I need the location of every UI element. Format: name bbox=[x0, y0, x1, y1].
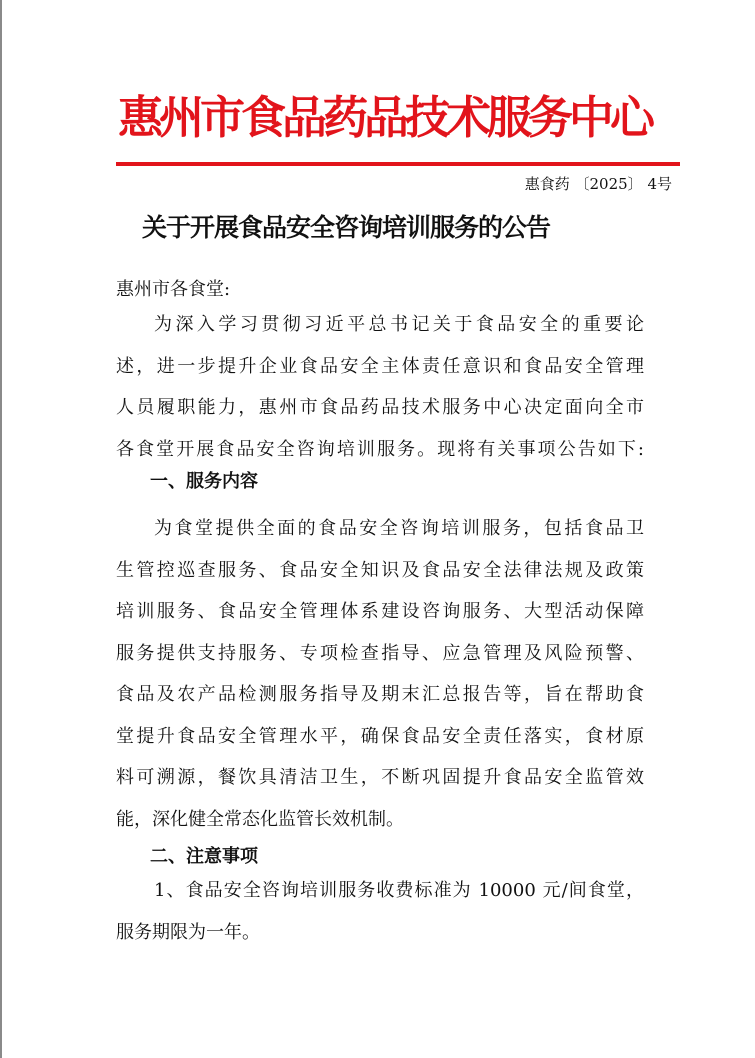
notes-paragraph bbox=[116, 870, 644, 953]
paragraph-line: 服务期限为一年。 bbox=[116, 921, 260, 943]
paragraph-line: 述，进一步提升企业食品安全主体责任意识和食品安全管理 bbox=[116, 355, 644, 377]
paragraph-line: 生管控巡查服务、食品安全知识及食品安全法律法规及政策 bbox=[116, 559, 644, 581]
paragraph-line: 各食堂开展食品安全咨询培训服务。现将有关事项公告如下: bbox=[116, 438, 644, 460]
paragraph-line: 能，深化健全常态化监管长效机制。 bbox=[116, 808, 404, 830]
paragraph-line: 料可溯源，餐饮具清洁卫生，不断巩固提升食品安全监管效 bbox=[116, 767, 644, 788]
page-left-edge bbox=[0, 0, 2, 1058]
paragraph-line: 堂提升食品安全管理水平，确保食品安全责任落实，食材原 bbox=[116, 725, 644, 747]
paragraph-line: 为食堂提供全面的食品安全咨询培训服务，包括食品卫 bbox=[154, 518, 644, 539]
service-content-paragraph bbox=[116, 508, 644, 840]
paragraph-line: 1、食品安全咨询培训服务收费标准为 10000 元/间食堂， bbox=[154, 880, 644, 901]
notice-title: 关于开展食品安全咨询培训服务的公告 bbox=[142, 213, 551, 242]
header-red-rule bbox=[116, 162, 680, 166]
paragraph-line: 食品及农产品检测服务指导及期末汇总报告等，旨在帮助食 bbox=[116, 684, 644, 705]
paragraph-line: 为深入学习贯彻习近平总书记关于食品安全的重要论 bbox=[154, 314, 644, 335]
paragraph-line: 培训服务、食品安全管理体系建设咨询服务、大型活动保障 bbox=[116, 601, 644, 622]
section-heading-service-content: 一、服务内容 bbox=[150, 471, 258, 492]
section-heading-notes: 二、注意事项 bbox=[150, 846, 258, 867]
paragraph-line: 服务提供支持服务、专项检查指导、应急管理及风险预警、 bbox=[116, 642, 644, 664]
salutation: 惠州市各食堂: bbox=[116, 279, 231, 300]
organization-header: 惠州市食品药品技术服务中心 bbox=[118, 91, 652, 144]
intro-paragraph bbox=[116, 304, 644, 470]
document-number: 惠食药 〔2025〕 4号 bbox=[524, 175, 672, 193]
paragraph-line: 人员履职能力，惠州市食品药品技术服务中心决定面向全市 bbox=[116, 397, 644, 418]
